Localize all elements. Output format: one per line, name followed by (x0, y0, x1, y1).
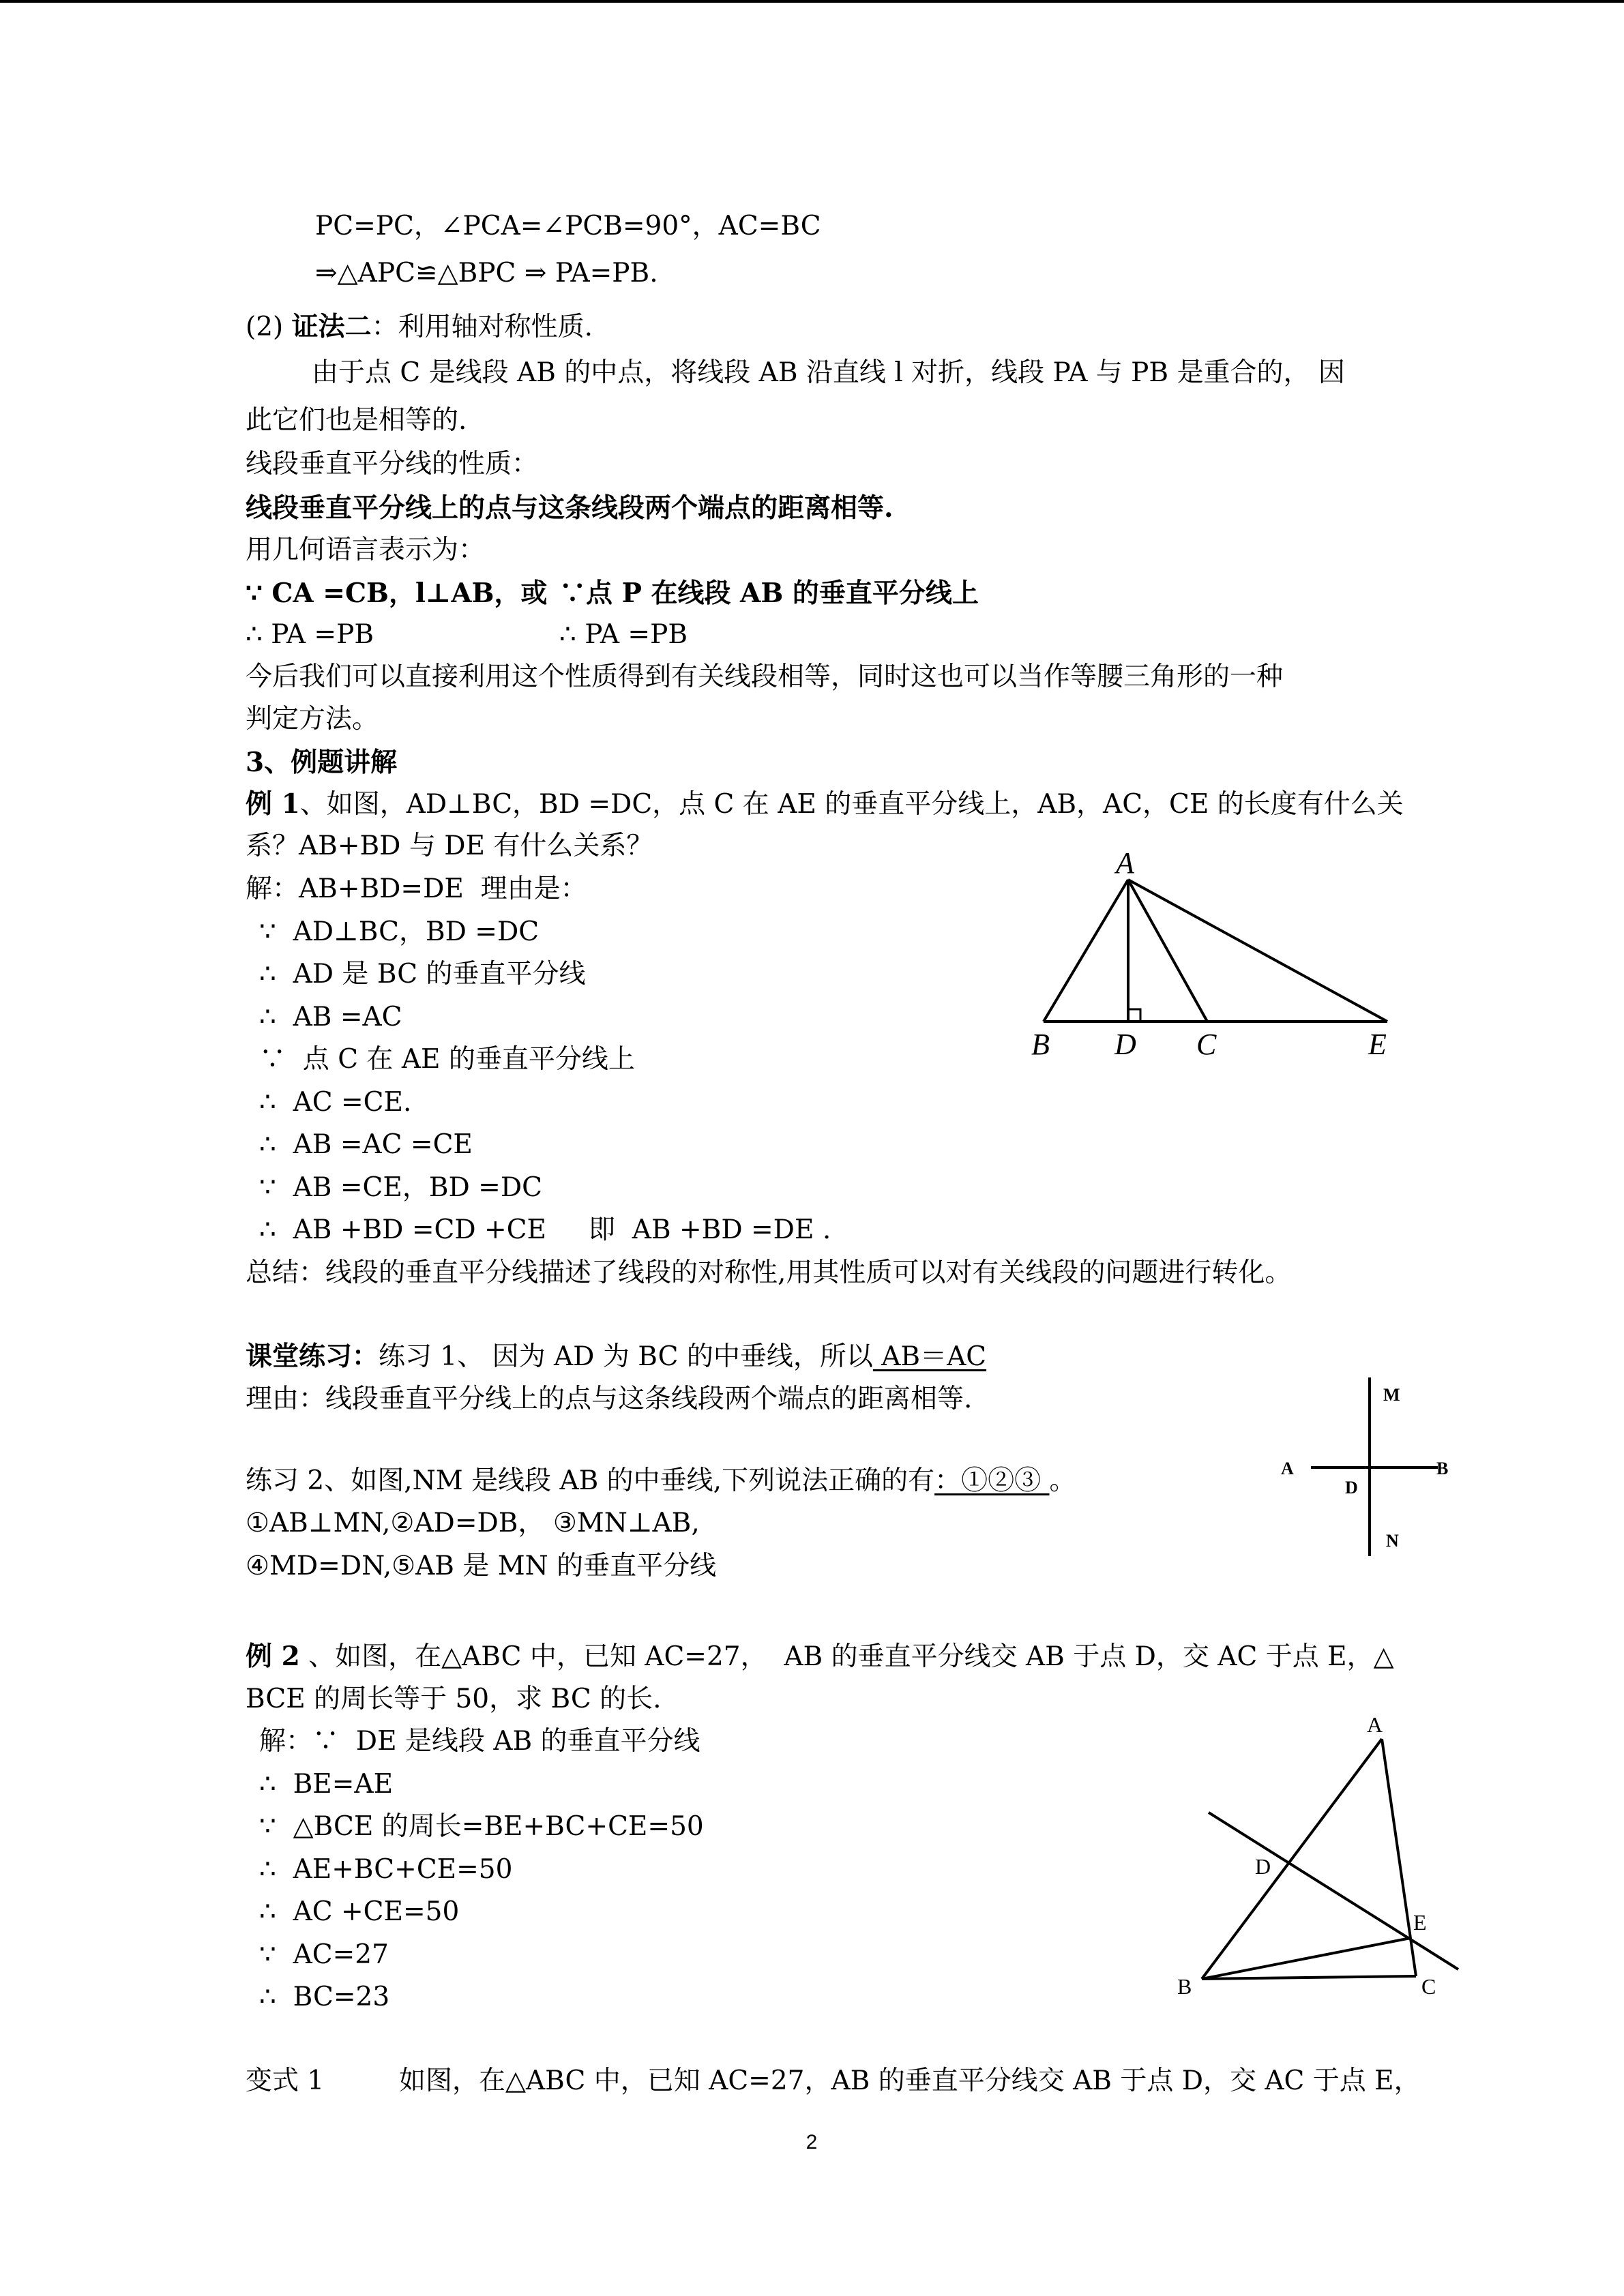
fig3-label-c: C (1421, 1974, 1436, 1999)
page-number: 2 (806, 2131, 818, 2153)
example1-step4: ∵ 点 C 在 AE 的垂直平分线上 (259, 1044, 635, 1075)
note-line1: 今后我们可以直接利用这个性质得到有关线段相等，同时这也可以当作等腰三角形的一种 (246, 661, 1284, 692)
example1-line1 (246, 786, 1404, 823)
fig1-label-b: B (1031, 1028, 1050, 1061)
fig1-segment-ab (1044, 880, 1128, 1022)
geometry-condition-right: ∵点 P 在线段 AB 的垂直平分线上 (559, 578, 979, 609)
fig2-label-b: B (1436, 1459, 1449, 1478)
example1-line2: 系？AB+BD 与 DE 有什么关系？ (246, 831, 653, 861)
method-two-title: ：利用轴对称性质. (371, 312, 593, 342)
fig1-label-c: C (1196, 1028, 1217, 1061)
example2-line1 (246, 1638, 1394, 1675)
example1-step1: ∵ AD⊥BC，BD =DC (259, 916, 540, 947)
note-line2: 判定方法。 (246, 704, 379, 734)
exercise2-end: 。 (1049, 1465, 1076, 1496)
example2-step4: ∴ AE+BC+CE=50 (259, 1854, 513, 1885)
example1-label: 例 1 (246, 788, 300, 820)
example2-step7: ∴ BC=23 (259, 1982, 390, 2012)
fig2-label-m: M (1383, 1385, 1400, 1405)
fig3-segment-bc (1202, 1976, 1416, 1979)
exercise2-options-2: ④MD=DN,⑤AB 是 MN 的垂直平分线 (246, 1551, 717, 1581)
figure1-triangle (1023, 846, 1405, 1077)
fig1-label-a: A (1116, 846, 1134, 880)
example2-step3: ∵ △BCE 的周长=BE+BC+CE=50 (259, 1811, 704, 1842)
example2-step5: ∴ AC +CE=50 (259, 1896, 460, 1927)
exercise-heading: 课堂练习： (246, 1341, 379, 1372)
fig2-label-a: A (1281, 1459, 1294, 1478)
figure3-triangle (1160, 1705, 1487, 2012)
fig3-segment-ab (1202, 1739, 1382, 1979)
exercise2-answer: ：①②③ (934, 1465, 1050, 1496)
geometry-conclusion-left: ∴ PA =PB (246, 619, 374, 650)
method-two-label: 证法二 (291, 311, 372, 342)
method-two-text-line1: 由于点 C 是线段 AB 的中点，将线段 AB 沿直线 l 对折，线段 PA 与 PB 是重合的， 因 (312, 357, 1345, 388)
fig3-label-a: A (1367, 1712, 1383, 1737)
fig1-right-angle-mark (1128, 1009, 1140, 1022)
exercise2-text: 练习 2、如图,NM 是线段 AB 的中垂线,下列说法正确的有 (246, 1465, 935, 1496)
example2-question: 、如图，在△ABC 中，已知 AC=27， AB 的垂直平分线交 AB 于点 D，交 AC 于点 E，△ (299, 1641, 1394, 1672)
example2-step6: ∵ AC=27 (259, 1939, 389, 1970)
variant1-text: 如图，在△ABC 中，已知 AC=27，AB 的垂直平分线交 AB 于点 D，交 AC 于点 E， (399, 2066, 1421, 2096)
property-heading: 线段垂直平分线的性质： (246, 449, 539, 479)
geometry-conclusion-right: ∴ PA =PB (559, 619, 688, 650)
fig3-segment-be (1202, 1938, 1411, 1979)
exercise2-options-1: ①AB⊥MN,②AD=DB， ③MN⊥AB, (246, 1508, 700, 1538)
fig3-label-d: D (1255, 1854, 1271, 1879)
example1-step8: ∴ AB +BD =CD +CE 即 AB +BD =DE . (259, 1214, 831, 1245)
variant1-label: 变式 1 (246, 2066, 325, 2096)
fig3-label-e: E (1413, 1910, 1427, 1935)
example2-label: 例 2 (246, 1641, 300, 1672)
exercise1-answer: AB＝AC (872, 1341, 987, 1372)
example2-step1: 解：∵ DE 是线段 AB 的垂直平分线 (259, 1726, 700, 1757)
method-two-number: (2) (246, 312, 292, 342)
fig3-label-b: B (1177, 1974, 1192, 1999)
example1-step6: ∴ AB =AC =CE (259, 1129, 473, 1160)
method-two-heading (246, 308, 593, 346)
exercise1-reason: 理由：线段垂直平分线上的点与这条线段两个端点的距离相等. (246, 1384, 973, 1414)
page-top-border (0, 0, 1624, 3)
example1-step3: ∴ AB =AC (259, 1002, 402, 1032)
method-two-text-line2: 此它们也是相等的. (246, 405, 467, 436)
geometry-condition-left: ∵ CA =CB，l⊥AB，或 (246, 578, 548, 609)
exercise2-question (246, 1463, 1076, 1500)
section-3-heading: 3、例题讲解 (246, 747, 398, 778)
fig2-label-d: D (1345, 1478, 1358, 1497)
example2-line2: BCE 的周长等于 50，求 BC 的长. (246, 1684, 662, 1714)
exercise1 (246, 1338, 986, 1375)
fig1-label-d: D (1114, 1028, 1136, 1061)
property-statement: 线段垂直平分线上的点与这条线段两个端点的距离相等. (246, 492, 894, 524)
example1-step7: ∵ AB =CE，BD =DC (259, 1172, 542, 1203)
fig3-bisector-de (1209, 1813, 1458, 1969)
exercise1-question: 练习 1、 因为 AD 为 BC 的中垂线，所以 (379, 1341, 873, 1372)
example2-step2: ∴ BE=AE (259, 1769, 394, 1800)
summary: 总结：线段的垂直平分线描述了线段的对称性,用其性质可以对有关线段的问题进行转化。 (246, 1257, 1292, 1288)
geometry-language-heading: 用几何语言表示为： (246, 535, 486, 565)
fig1-label-e: E (1368, 1028, 1387, 1061)
example1-step5: ∴ AC =CE. (259, 1087, 412, 1118)
proof-line-conclusion: ⇒△APC≌△BPC ⇒ PA=PB. (315, 258, 658, 288)
example1-solution: 解：AB+BD=DE 理由是： (246, 874, 587, 904)
example1-question: 、如图，AD⊥BC，BD =DC，点 C 在 AE 的垂直平分线上，AB，AC，CE 的长度有什么关 (299, 789, 1404, 820)
fig2-label-n: N (1386, 1531, 1399, 1551)
example1-step2: ∴ AD 是 BC 的垂直平分线 (259, 959, 586, 989)
proof-line-congruence-conditions: PC=PC，∠PCA=∠PCB=90°，AC=BC (315, 211, 821, 241)
figure2-perpendicular-bisector (1275, 1371, 1466, 1568)
